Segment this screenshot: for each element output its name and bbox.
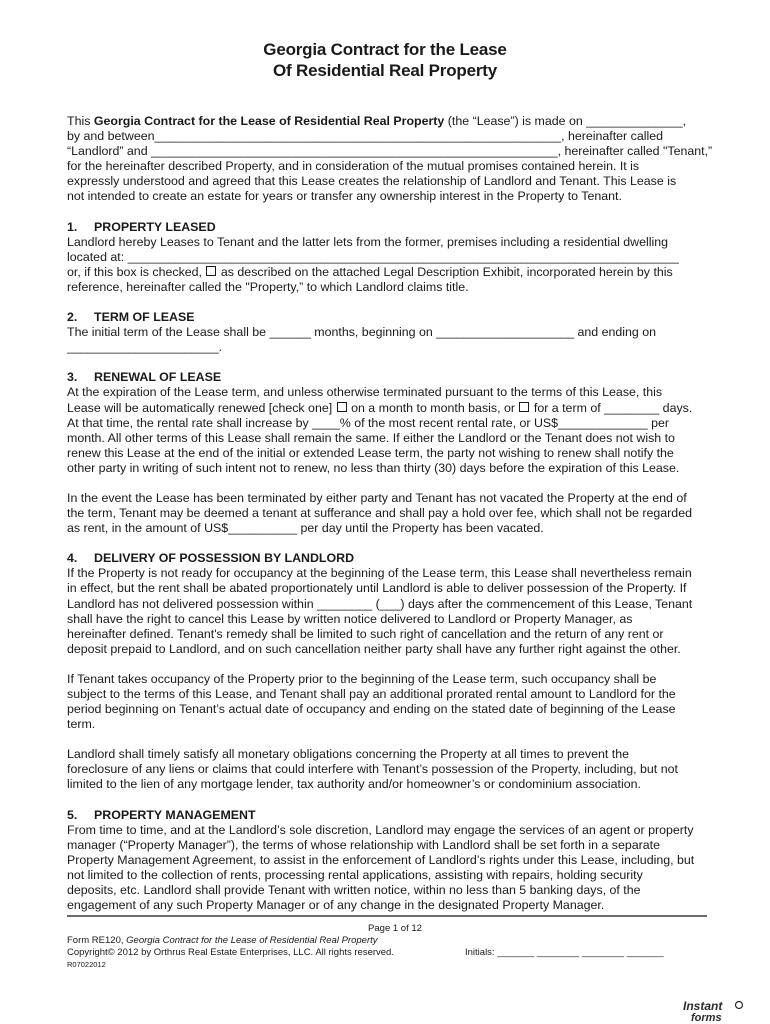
section-line: manager (“Property Manager”), the terms of whose relationship with Landlord shall be set forth in a separate xyxy=(67,837,660,852)
term-days-checkbox[interactable] xyxy=(519,402,529,412)
section-heading xyxy=(67,808,707,823)
legal-description-checkbox[interactable] xyxy=(206,266,216,276)
form-number: Form RE120, xyxy=(67,935,127,946)
section-line: deposits, etc. Landlord shall provide Tenant with written notice, within no less than 5 banking days, of the xyxy=(67,883,641,898)
month-to-month-checkbox[interactable] xyxy=(337,402,347,412)
initials-fields: Initials: _______ ________ ________ _______ xyxy=(465,947,664,958)
page-number: Page 1 of 12 xyxy=(368,923,422,934)
section-title: TERM OF LEASE xyxy=(94,310,195,325)
section-title: DELIVERY OF POSSESSION BY LANDLORD xyxy=(94,551,355,566)
section-line: reference, hereinafter called the "Property,” to which Landlord claims title. xyxy=(67,279,469,294)
term-months-field: The initial term of the Lease shall be ______ months, beginning on ____________________ and ending on xyxy=(67,325,657,340)
form-name: Georgia Contract for the Lease of Residential Real Property xyxy=(126,935,378,946)
section-line: foreclosure of any liens or claims that could interfere with Tenant’s possession of the Property, including, but not xyxy=(67,762,678,777)
section-property-leased xyxy=(67,220,707,295)
section-line: limited to the lien of any mortgage lender, tax authority and/or homeowner’s or condominium association. xyxy=(67,777,641,792)
monetary-obligations-paragraph xyxy=(67,747,707,792)
rental-increase-field: At that time, the rental rate shall increase by ____% of the most recent rental rate, or US$_____________ per xyxy=(67,415,669,430)
section-line: the term, Tenant may be deemed a tenant at sufferance and shall pay a hold over fee, which shall not be regarded xyxy=(67,506,692,521)
document-title-line1: Georgia Contract for the Lease xyxy=(263,40,507,59)
section-title: RENEWAL OF LEASE xyxy=(94,370,222,385)
section-line: month. All other terms of this Lease shall remain the same. If either the Landlord or the Tenant does not wish to xyxy=(67,430,675,445)
section-number: 2. xyxy=(67,310,78,325)
section-heading xyxy=(67,220,707,235)
section-line: At the expiration of the Lease term, and unless otherwise terminated pursuant to the terms of this Lease, this xyxy=(67,385,663,400)
intro-line xyxy=(67,114,707,129)
intro-line: expressly understood and agreed that this Lease creates the relationship of Landlord and Tenant. This Lease is xyxy=(67,174,677,189)
section-line: Landlord shall timely satisfy all monetary obligations concerning the Property at all times to prevent the xyxy=(67,747,629,762)
intro-parties-line: by and between___________________________________________________________, hereinafter called xyxy=(67,129,664,144)
possession-days-field: Landlord has not delivered possession within ________ (___) days after the commencement of this Lease, Tenant xyxy=(67,596,693,611)
section-line: In the event the Lease has been terminated by either party and Tenant has not vacated the Property at the end of xyxy=(67,490,687,505)
copyright-notice: Copyright© 2012 by Orthrus Real Estate Enterprises, LLC. All rights reserved. xyxy=(67,947,394,958)
section-line: engagement of any such Property Manager or of any change in the designated Property Manager. xyxy=(67,898,605,913)
section-line: If the Property is not ready for occupancy at the beginning of the Lease term, this Lease shall nevertheless remain xyxy=(67,566,692,581)
section-number: 5. xyxy=(67,807,78,822)
section-text: Lease will be automatically renewed [check one] xyxy=(67,400,336,415)
logo-word-forms: forms xyxy=(691,1012,722,1023)
section-line: From time to time, and at the Landlord’s sole discretion, Landlord may engage the services of an agent or property xyxy=(67,822,694,837)
section-title: PROPERTY MANAGEMENT xyxy=(94,807,256,822)
footer-divider xyxy=(67,915,707,917)
early-occupancy-paragraph xyxy=(67,672,707,732)
section-renewal-of-lease xyxy=(67,370,707,476)
intro-line: not intended to create an estate for years or transfer any ownership interest in the Property to Tenant. xyxy=(67,189,622,204)
holdover-paragraph xyxy=(67,491,707,536)
section-property-management xyxy=(67,808,707,914)
intro-paragraph xyxy=(67,114,713,205)
intro-tenant-line: “Landlord” and ___________________________________________________________, hereinafter called "Tenant,” xyxy=(67,144,713,159)
revision-code: R07022012 xyxy=(67,960,106,969)
section-text: or, if this box is checked, xyxy=(67,264,206,279)
section-text: for a term of ________ days. xyxy=(530,400,693,415)
section-line: renew this Lease at the end of the initial or extended Lease term, the party not wishing to renew shall notify the xyxy=(67,445,674,460)
property-address-field: located at: ________________________________________________________________________________ xyxy=(67,249,679,264)
document-body xyxy=(67,114,713,928)
section-line: period beginning on Tenant’s actual date of occupancy and ending on the stated date of beginning of the Lease xyxy=(67,702,676,717)
section-line: If Tenant takes occupancy of the Property prior to the beginning of the Lease term, such occupancy shall be xyxy=(67,671,657,686)
section-number: 3. xyxy=(67,370,78,385)
intro-contract-name: Georgia Contract for the Lease of Residential Real Property xyxy=(93,114,445,128)
section-term-of-lease xyxy=(67,310,707,355)
intro-line: for the hereinafter described Property, and in consideration of the mutual promises contained herein. It is xyxy=(67,159,640,174)
section-title: PROPERTY LEASED xyxy=(94,219,216,234)
holdover-fee-field: as rent, in the amount of US$__________ per day until the Property has been vacated. xyxy=(67,521,544,536)
form-identifier xyxy=(67,935,378,946)
intro-date-field: (the “Lease”) is made on ______________, xyxy=(444,114,687,128)
logo-word-instant: Instant xyxy=(683,999,723,1013)
section-text: as described on the attached Legal Description Exhibit, incorporated herein by this xyxy=(217,264,673,279)
section-line xyxy=(67,265,707,280)
section-line: not limited to the collection of rents, processing rental applications, assisting with repairs, holding security xyxy=(67,867,643,882)
section-line: shall have the right to cancel this Lease by written notice delivered to Landlord or Property Manager, as xyxy=(67,611,633,626)
section-line: Property Management Agreement, to assist in the enforcement of Landlord’s rights under this Lease, including, but xyxy=(67,852,695,867)
section-line: other party in writing of such intent not to renew, no less than thirty (30) days before the expiration of this Lease. xyxy=(67,460,680,475)
document-title-line2: Of Residential Real Property xyxy=(273,61,497,80)
instantforms-logo-icon xyxy=(681,999,761,1023)
term-end-date-field: ______________________. xyxy=(67,340,223,355)
logo-swirl-mark xyxy=(736,1002,743,1009)
section-heading xyxy=(67,310,707,325)
section-heading xyxy=(67,551,707,566)
section-number: 1. xyxy=(67,219,78,234)
instantforms-logo xyxy=(681,999,761,1023)
section-line xyxy=(67,401,707,416)
section-line: in effect, but the rent shall be abated proportionately until Landlord is able to deliver possession of the Property. If xyxy=(67,581,687,596)
section-line: Landlord hereby Leases to Tenant and the latter lets from the former, premises including a residential dwelling xyxy=(67,234,669,249)
section-line: deposit prepaid to Landlord, and on such cancellation neither party shall have any further right against the other. xyxy=(67,641,681,656)
section-line: term. xyxy=(67,717,96,732)
section-line: subject to the terms of this Lease, and Tenant shall pay an additional prorated rental amount to Landlord for the xyxy=(67,687,676,701)
section-text: on a month to month basis, or xyxy=(347,400,519,415)
section-delivery-of-possession xyxy=(67,551,707,657)
intro-text: This xyxy=(67,114,94,128)
section-heading xyxy=(67,370,707,385)
section-number: 4. xyxy=(67,551,78,566)
section-line: hereinafter defined. Tenant's remedy shall be limited to such right of cancellation and the return of any rent or xyxy=(67,626,664,641)
